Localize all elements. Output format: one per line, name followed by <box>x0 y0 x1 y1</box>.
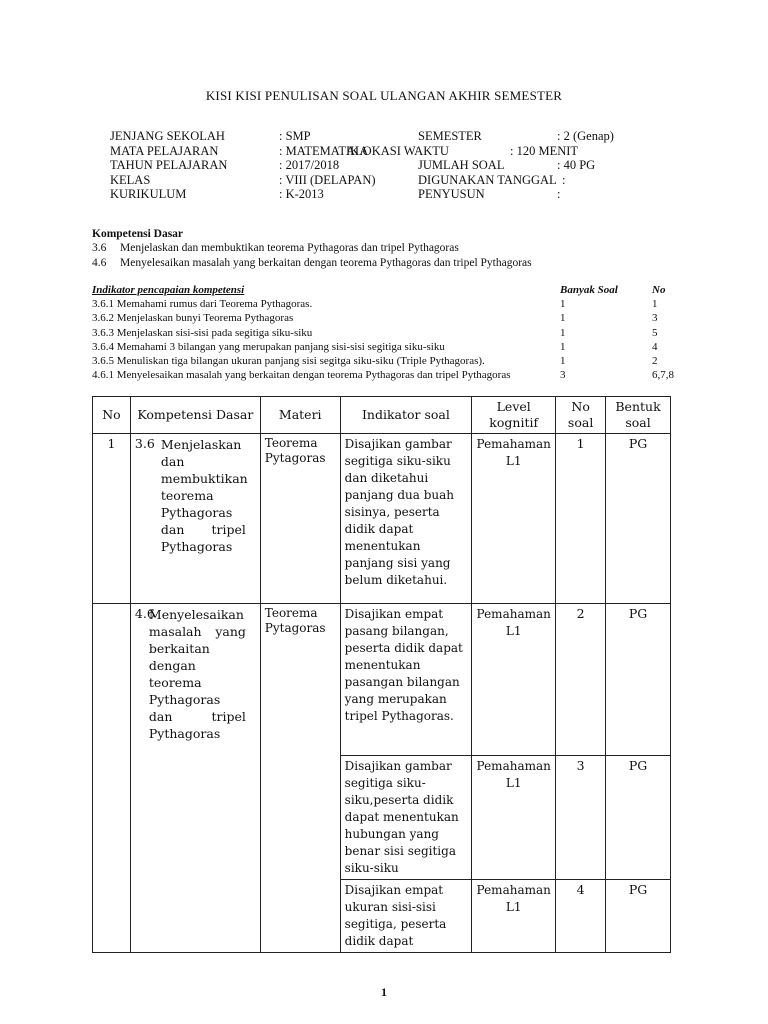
indikator-section <box>92 284 692 383</box>
meta-value: : <box>557 187 561 201</box>
indikator-row <box>92 369 692 383</box>
indikator-no: 3 <box>652 312 658 325</box>
indikator-row <box>92 312 692 326</box>
kompetensi-dasar-section <box>92 228 692 272</box>
kompetensi-number: 4.6 <box>92 257 107 269</box>
meta-label: DIGUNAKAN TANGGAL <box>418 172 557 187</box>
indikator-count: 3 <box>560 369 566 382</box>
indikator-text: 3.6.3 Menjelaskan sisi-sisi pada segitiga siku-siku <box>92 326 313 339</box>
row-indikator: Disajikan empat pasang bilangan, peserta didik dapat menentukan pasangan bilangan yang merupakan tripel Pythagoras. <box>340 604 472 756</box>
indikator-header-count: Banyak Soal <box>560 284 618 296</box>
row-kompetensi <box>130 434 260 604</box>
kompetensi-text: Menjelaskan dan membuktikan teorema Pythagoras dan tripel Pythagoras <box>120 242 459 254</box>
document-title: KISI KISI PENULISAN SOAL ULANGAN AKHIR SEMESTER <box>205 88 563 103</box>
indikator-no: 5 <box>652 326 658 339</box>
meta-label: JENJANG SEKOLAH <box>110 129 225 143</box>
header-level: Level kognitif <box>472 397 556 434</box>
row-no-soal: 3 <box>556 756 606 880</box>
row-level: Pemahaman L1 <box>472 756 556 880</box>
kd-text: Menyelesaikan masalah yang berkaitan dengan teorema Pythagoras dan tripel Pythagoras <box>148 607 246 741</box>
indikator-header <box>92 284 692 298</box>
row-materi: Teorema Pytagoras <box>260 434 340 604</box>
indikator-text: 3.6.1 Memahami rumus dari Teorema Pythagoras. <box>92 298 313 311</box>
kompetensi-item <box>92 257 692 272</box>
meta-value: : K-2013 <box>279 187 324 201</box>
row-level: Pemahaman L1 <box>472 880 556 953</box>
kompetensi-item <box>92 242 692 257</box>
indikator-header-no: No <box>652 284 666 296</box>
section-heading: Kompetensi Dasar <box>92 228 184 240</box>
header-no-soal: No soal <box>556 397 606 434</box>
row-bentuk: PG <box>606 604 671 756</box>
indikator-no: 4 <box>652 340 658 353</box>
indikator-count: 1 <box>560 354 566 367</box>
indikator-count: 1 <box>560 340 566 353</box>
page-number: 1 <box>381 985 387 999</box>
indikator-no: 6,7,8 <box>652 369 674 382</box>
indikator-row <box>92 341 692 355</box>
header-no: No <box>93 397 131 434</box>
row-no-soal: 4 <box>556 880 606 953</box>
row-indikator: Disajikan empat ukuran sisi-sisi segitiga, peserta didik dapat <box>340 880 472 953</box>
header-kompetensi: Kompetensi Dasar <box>130 397 260 434</box>
table-header-row <box>93 397 671 434</box>
kd-number: 3.6 <box>134 436 155 451</box>
row-no <box>93 604 131 953</box>
kisi-kisi-table <box>92 396 671 953</box>
row-indikator: Disajikan gambar segitiga siku-siku,peserta didik dapat menentukan hubungan yang benar sisi segitiga siku-siku <box>340 756 472 880</box>
meta-label: JUMLAH SOAL <box>418 158 505 172</box>
kompetensi-number: 3.6 <box>92 242 107 254</box>
meta-value: : MATEMATIKA <box>279 143 369 158</box>
kd-text: Menjelaskan dan membuktikan teorema Pythagoras dan tripel Pythagoras <box>160 437 248 554</box>
indikator-text: 4.6.1 Menyelesaikan masalah yang berkaitan dengan teorema Pythagoras dan tripel Pythagoras <box>92 369 511 382</box>
indikator-no: 2 <box>652 354 658 367</box>
kompetensi-text: Menyelesaikan masalah yang berkaitan dengan teorema Pythagoras dan tripel Pythagoras <box>120 257 532 269</box>
meta-value: : 2017/2018 <box>279 158 340 172</box>
meta-value: : SMP <box>279 129 311 143</box>
meta-label: KELAS <box>110 172 151 187</box>
row-materi: Teorema Pytagoras <box>260 604 340 953</box>
row-level: Pemahaman L1 <box>472 604 556 756</box>
table-row <box>93 604 671 756</box>
indikator-count: 1 <box>560 326 566 339</box>
indikator-count: 1 <box>560 298 566 311</box>
meta-label: TAHUN PELAJARAN <box>110 158 228 172</box>
meta-value: : 120 MENIT <box>510 143 579 158</box>
meta-label: PENYUSUN <box>418 187 485 201</box>
meta-value: : 2 (Genap) <box>557 129 614 143</box>
row-no-soal: 1 <box>556 434 606 604</box>
row-bentuk: PG <box>606 434 671 604</box>
indikator-text: 3.6.5 Menuliskan tiga bilangan ukuran panjang sisi segitga siku-siku (Triple Pythagoras). <box>92 354 485 367</box>
row-no: 1 <box>93 434 131 604</box>
meta-label: KURIKULUM <box>110 187 187 201</box>
indikator-count: 1 <box>560 312 566 325</box>
kd-number: 4.6 <box>134 606 155 621</box>
row-bentuk: PG <box>606 880 671 953</box>
row-level: Pemahaman L1 <box>472 434 556 604</box>
indikator-no: 1 <box>652 298 658 311</box>
indikator-row <box>92 355 692 369</box>
table-row <box>93 434 671 604</box>
row-indikator: Disajikan gambar segitiga siku-siku dan diketahui panjang dua buah sisinya, peserta didik dapat menentukan panjang sisi yang belum diketahui. <box>340 434 472 604</box>
indikator-row <box>92 327 692 341</box>
header-materi: Materi <box>260 397 340 434</box>
row-bentuk: PG <box>606 756 671 880</box>
header-bentuk: Bentuk soal <box>606 397 671 434</box>
indikator-text: 3.6.4 Memahami 3 bilangan yang merupakan panjang sisi-sisi segitiga siku-siku <box>92 340 445 353</box>
indikator-row <box>92 298 692 312</box>
row-no-soal: 2 <box>556 604 606 756</box>
row-kompetensi <box>130 604 260 953</box>
indikator-header-label: Indikator pencapaian kompetensi <box>92 284 245 296</box>
meta-label: SEMESTER <box>418 129 482 143</box>
meta-label: ALOKASI WAKTU <box>346 143 449 158</box>
meta-label: MATA PELAJARAN <box>110 143 219 158</box>
indikator-text: 3.6.2 Menjelaskan bunyi Teorema Pythagoras <box>92 312 294 325</box>
meta-value: : 40 PG <box>557 158 596 172</box>
meta-value: : VIII (DELAPAN) <box>279 172 376 187</box>
header-indikator: Indikator soal <box>340 397 472 434</box>
meta-value: : <box>562 172 566 187</box>
